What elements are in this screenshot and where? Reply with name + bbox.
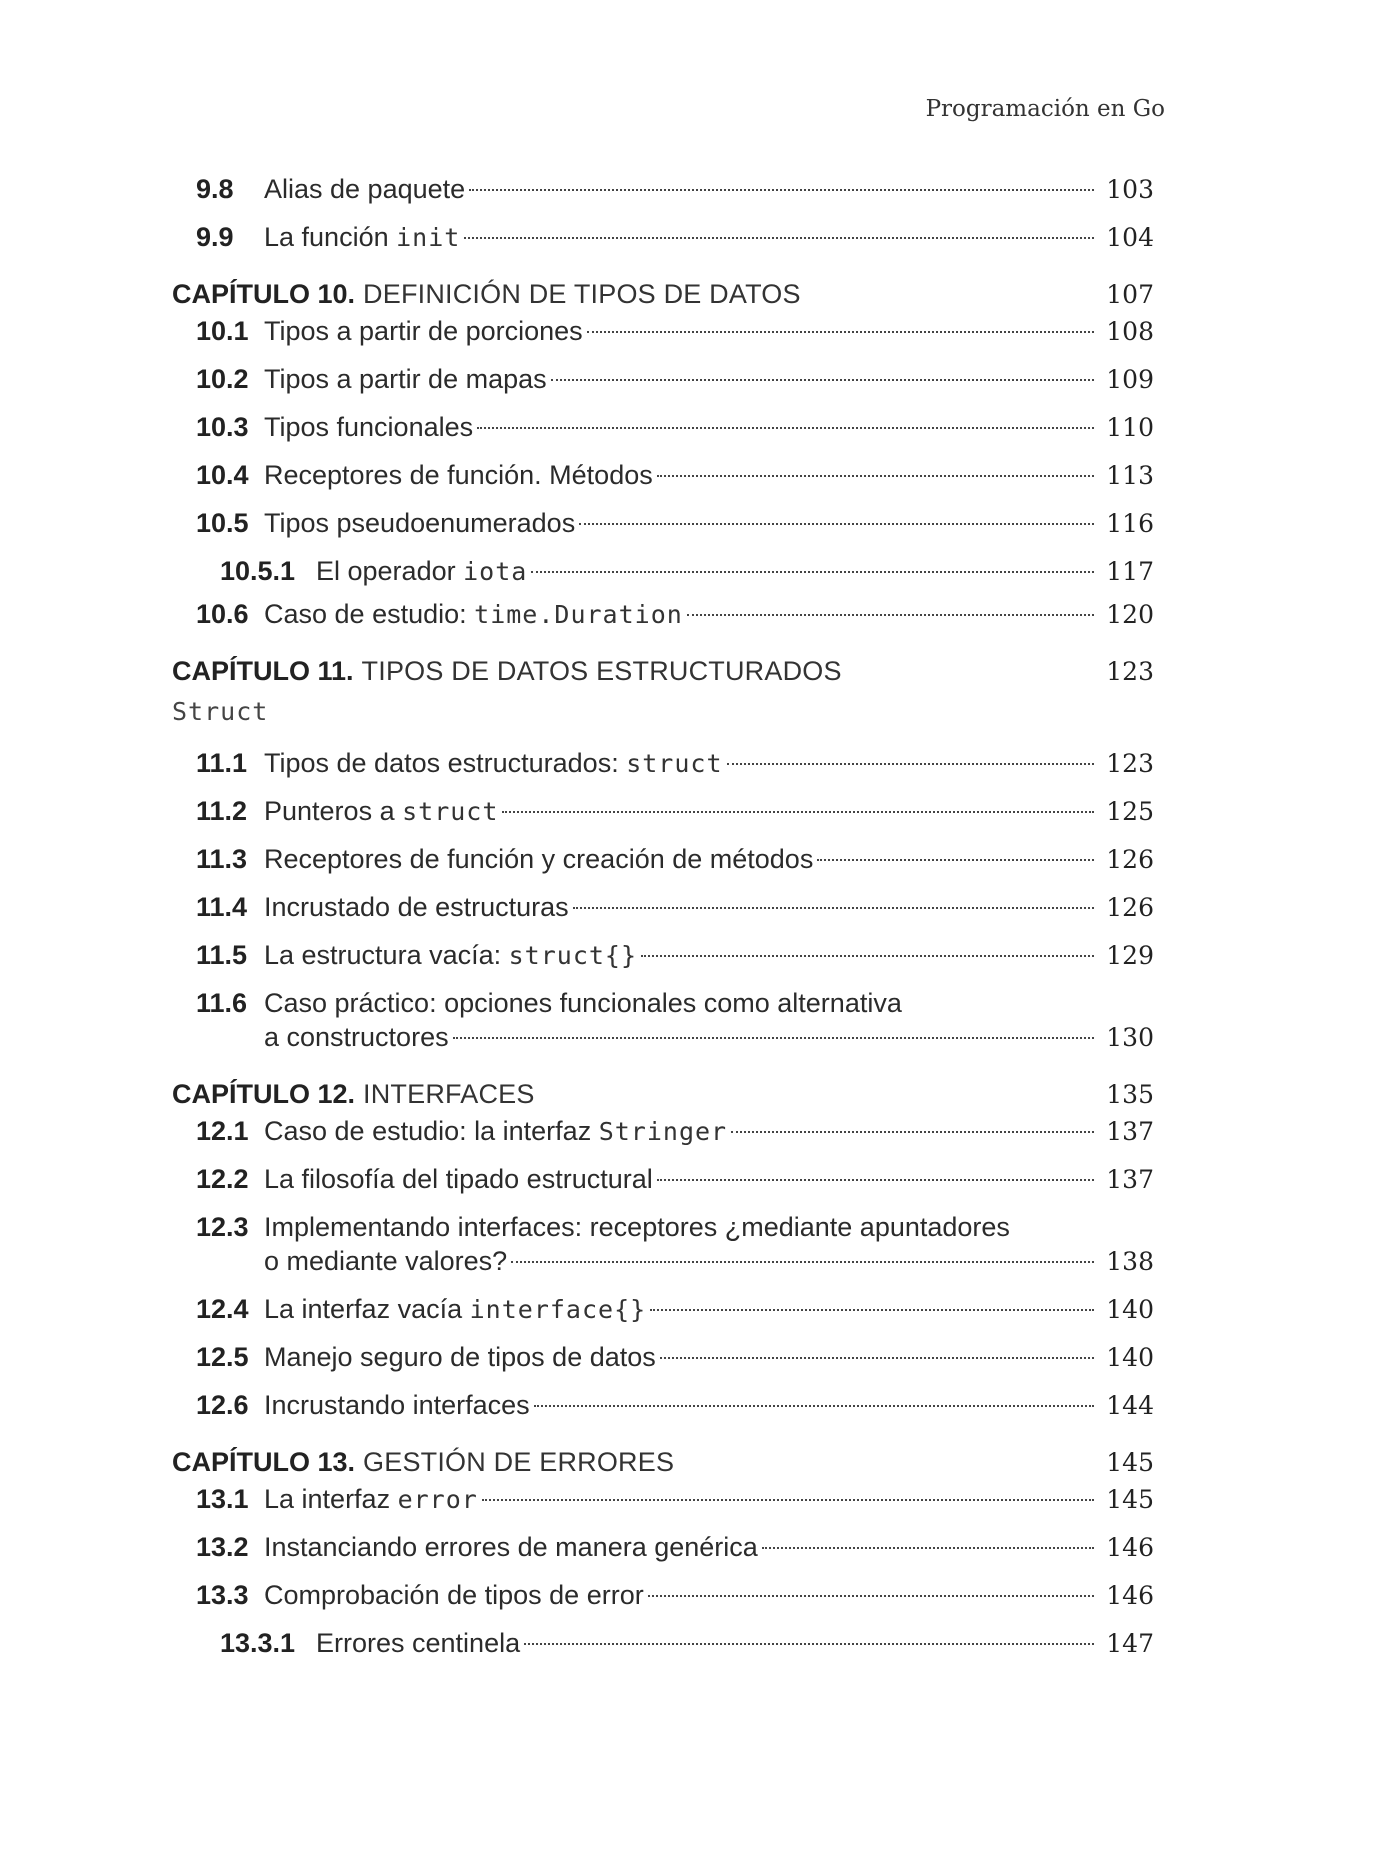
section-number: 12.2 bbox=[196, 1164, 249, 1194]
section-title: La interfaz error bbox=[264, 1484, 478, 1514]
dot-leader bbox=[531, 569, 1094, 573]
dot-leader bbox=[648, 1593, 1094, 1597]
section-number: 9.9 bbox=[196, 222, 234, 252]
section-title: La estructura vacía: struct{} bbox=[264, 940, 638, 970]
dot-leader bbox=[551, 377, 1094, 381]
page-number: 116 bbox=[1106, 509, 1154, 538]
page-number: 107 bbox=[1106, 280, 1154, 309]
section-number: 10.6 bbox=[196, 599, 249, 629]
dot-leader bbox=[687, 612, 1094, 616]
toc-entry-10-5-1[interactable] bbox=[172, 554, 1154, 589]
toc-entry-12-3[interactable] bbox=[172, 1210, 1154, 1279]
dot-leader bbox=[579, 521, 1094, 525]
chapter-title: GESTIÓN DE ERRORES bbox=[363, 1447, 675, 1477]
section-title: Caso de estudio: la interfaz Stringer bbox=[264, 1116, 728, 1146]
section-number: 11.2 bbox=[196, 796, 248, 826]
toc-entry-11-6[interactable] bbox=[172, 986, 1154, 1055]
chapter-title: TIPOS DE DATOS ESTRUCTURADOS bbox=[361, 656, 842, 686]
toc-entry-12-2[interactable] bbox=[172, 1162, 1154, 1197]
toc-entry-10-4[interactable] bbox=[172, 458, 1154, 493]
section-title: La función init bbox=[264, 222, 461, 252]
toc-entry-11-1[interactable] bbox=[172, 746, 1154, 781]
section-title: Errores centinela bbox=[316, 1628, 521, 1658]
section-number: 12.3 bbox=[196, 1212, 249, 1242]
page-number: 147 bbox=[1106, 1629, 1154, 1658]
page-number: 140 bbox=[1106, 1343, 1154, 1372]
section-number: 11.3 bbox=[196, 844, 248, 874]
toc-entry-10-5[interactable] bbox=[172, 506, 1154, 541]
toc-entry-11-3[interactable] bbox=[172, 842, 1154, 877]
code-term: struct{} bbox=[508, 941, 638, 970]
section-title: Incrustado de estructuras bbox=[264, 892, 569, 922]
page-number: 137 bbox=[1106, 1165, 1154, 1194]
section-number: 11.1 bbox=[196, 748, 248, 778]
section-number: 12.1 bbox=[196, 1116, 249, 1146]
section-number: 12.5 bbox=[196, 1342, 249, 1372]
dot-leader bbox=[650, 1307, 1094, 1311]
section-title: Tipos a partir de mapas bbox=[264, 364, 547, 394]
dot-leader bbox=[511, 1259, 1094, 1263]
dot-leader bbox=[817, 857, 1094, 861]
page-number: 117 bbox=[1106, 557, 1154, 586]
toc-entry-12-1[interactable] bbox=[172, 1114, 1154, 1149]
dot-leader bbox=[534, 1403, 1094, 1407]
toc-entry-11-2[interactable] bbox=[172, 794, 1154, 829]
chapter-title: DEFINICIÓN DE TIPOS DE DATOS bbox=[363, 279, 801, 309]
chapter-heading-12[interactable] bbox=[172, 1077, 1154, 1112]
section-number: 10.2 bbox=[196, 364, 249, 394]
toc-entry-10-6[interactable] bbox=[172, 597, 1154, 632]
section-number: 12.6 bbox=[196, 1390, 249, 1420]
section-title: Instanciando errores de manera genérica bbox=[264, 1532, 758, 1562]
section-number: 11.5 bbox=[196, 940, 248, 970]
section-number: 9.8 bbox=[196, 174, 234, 204]
code-term: struct bbox=[626, 749, 723, 778]
section-title: El operador iota bbox=[316, 556, 528, 586]
section-number: 11.6 bbox=[196, 988, 248, 1018]
page-number: 137 bbox=[1106, 1117, 1154, 1146]
section-title: Incrustando interfaces bbox=[264, 1390, 530, 1420]
dot-leader bbox=[524, 1641, 1094, 1645]
toc-entry-10-1[interactable] bbox=[172, 314, 1154, 349]
page-number: 104 bbox=[1106, 223, 1154, 252]
dot-leader bbox=[657, 1177, 1094, 1181]
toc-entry-13-2[interactable] bbox=[172, 1530, 1154, 1565]
page-number: 103 bbox=[1106, 175, 1154, 204]
section-title: Alias de paquete bbox=[264, 174, 466, 204]
section-number: 13.3 bbox=[196, 1580, 249, 1610]
toc-entry-11-4[interactable] bbox=[172, 890, 1154, 925]
dot-leader bbox=[641, 953, 1094, 957]
toc-entry-10-2[interactable] bbox=[172, 362, 1154, 397]
dot-leader bbox=[573, 905, 1094, 909]
toc-entry-13-1[interactable] bbox=[172, 1482, 1154, 1517]
page-number: 113 bbox=[1106, 461, 1154, 490]
dot-leader bbox=[657, 473, 1094, 477]
section-title: Manejo seguro de tipos de datos bbox=[264, 1342, 656, 1372]
toc-entry-12-6[interactable] bbox=[172, 1388, 1154, 1423]
toc-entry-13-3[interactable] bbox=[172, 1578, 1154, 1613]
toc-entry-13-3-1[interactable] bbox=[172, 1626, 1154, 1661]
section-number: 13.2 bbox=[196, 1532, 249, 1562]
dot-leader bbox=[731, 1129, 1094, 1133]
chapter-label: CAPÍTULO 13. bbox=[172, 1447, 356, 1477]
page-number: 144 bbox=[1106, 1391, 1154, 1420]
section-title: Receptores de función y creación de métodos bbox=[264, 844, 814, 874]
page-number: 126 bbox=[1106, 845, 1154, 874]
dot-leader bbox=[762, 1545, 1094, 1549]
section-number: 13.3.1 bbox=[220, 1628, 296, 1658]
toc-entry-9-9[interactable] bbox=[172, 220, 1154, 255]
page-number: 123 bbox=[1106, 749, 1154, 778]
page-number: 125 bbox=[1106, 797, 1154, 826]
dot-leader bbox=[482, 1497, 1094, 1501]
dot-leader bbox=[727, 761, 1094, 765]
page-number: 110 bbox=[1106, 413, 1154, 442]
section-title: Tipos de datos estructurados: struct bbox=[264, 748, 723, 778]
page-number: 135 bbox=[1106, 1080, 1154, 1109]
section-title-line2: a constructores bbox=[264, 1022, 449, 1052]
page-number: 140 bbox=[1106, 1295, 1154, 1324]
chapter-title: INTERFACES bbox=[363, 1079, 535, 1109]
code-term: time.Duration bbox=[474, 600, 683, 629]
section-title: Tipos funcionales bbox=[264, 412, 474, 442]
toc-entry-10-3[interactable] bbox=[172, 410, 1154, 445]
section-number: 12.4 bbox=[196, 1294, 249, 1324]
running-head: Programación en Go bbox=[925, 96, 1165, 122]
code-term: error bbox=[397, 1485, 478, 1514]
section-number: 11.4 bbox=[196, 892, 248, 922]
chapter-label: CAPÍTULO 12. bbox=[172, 1079, 356, 1109]
section-title-line2: o mediante valores? bbox=[264, 1246, 508, 1276]
section-number: 10.5.1 bbox=[220, 556, 296, 586]
page-number: 145 bbox=[1106, 1448, 1154, 1477]
page-number: 108 bbox=[1106, 317, 1154, 346]
page-number: 130 bbox=[1106, 1023, 1154, 1052]
section-number: 10.4 bbox=[196, 460, 249, 490]
section-number: 10.3 bbox=[196, 412, 249, 442]
section-title: Tipos a partir de porciones bbox=[264, 316, 583, 346]
code-term: iota bbox=[463, 557, 528, 586]
section-number: 13.1 bbox=[196, 1484, 249, 1514]
chapter-subtitle: Struct bbox=[172, 697, 269, 726]
section-title: Comprobación de tipos de error bbox=[264, 1580, 644, 1610]
table-of-contents bbox=[172, 172, 1154, 1661]
chapter-heading-11[interactable] bbox=[172, 654, 1154, 689]
code-term: struct bbox=[402, 797, 499, 826]
toc-entry-12-5[interactable] bbox=[172, 1340, 1154, 1375]
section-title: Punteros a struct bbox=[264, 796, 499, 826]
code-term: init bbox=[396, 223, 461, 252]
chapter-heading-13[interactable] bbox=[172, 1445, 1154, 1480]
section-number: 10.1 bbox=[196, 316, 249, 346]
chapter-heading-10[interactable] bbox=[172, 277, 1154, 312]
code-term: Stringer bbox=[598, 1117, 728, 1146]
page-number: 138 bbox=[1106, 1247, 1154, 1276]
section-title: La interfaz vacía interface{} bbox=[264, 1294, 647, 1324]
page-number: 126 bbox=[1106, 893, 1154, 922]
chapter-label: CAPÍTULO 10. bbox=[172, 279, 356, 309]
dot-leader bbox=[453, 1035, 1094, 1039]
section-title: Receptores de función. Métodos bbox=[264, 460, 653, 490]
page-number: 120 bbox=[1106, 600, 1154, 629]
code-term: interface{} bbox=[469, 1295, 647, 1324]
section-title: Caso de estudio: time.Duration bbox=[264, 599, 683, 629]
section-title-line1: Implementando interfaces: receptores ¿mediante apuntadores bbox=[264, 1212, 1010, 1242]
dot-leader bbox=[469, 187, 1094, 191]
dot-leader bbox=[477, 425, 1094, 429]
page-number: 129 bbox=[1106, 941, 1154, 970]
dot-leader bbox=[660, 1355, 1094, 1359]
dot-leader bbox=[502, 809, 1094, 813]
toc-entry-12-4[interactable] bbox=[172, 1292, 1154, 1327]
page-number: 145 bbox=[1106, 1485, 1154, 1514]
toc-entry-9-8[interactable] bbox=[172, 172, 1154, 207]
page-number: 146 bbox=[1106, 1581, 1154, 1610]
toc-entry-11-5[interactable] bbox=[172, 938, 1154, 973]
page-number: 146 bbox=[1106, 1533, 1154, 1562]
page-number: 109 bbox=[1106, 365, 1154, 394]
section-number: 10.5 bbox=[196, 508, 249, 538]
section-title: La filosofía del tipado estructural bbox=[264, 1164, 653, 1194]
dot-leader bbox=[464, 235, 1094, 239]
chapter-label: CAPÍTULO 11. bbox=[172, 656, 354, 686]
section-title-line1: Caso práctico: opciones funcionales como alternativa bbox=[264, 988, 902, 1018]
page-number: 123 bbox=[1106, 657, 1154, 686]
dot-leader bbox=[587, 329, 1094, 333]
section-title: Tipos pseudoenumerados bbox=[264, 508, 576, 538]
